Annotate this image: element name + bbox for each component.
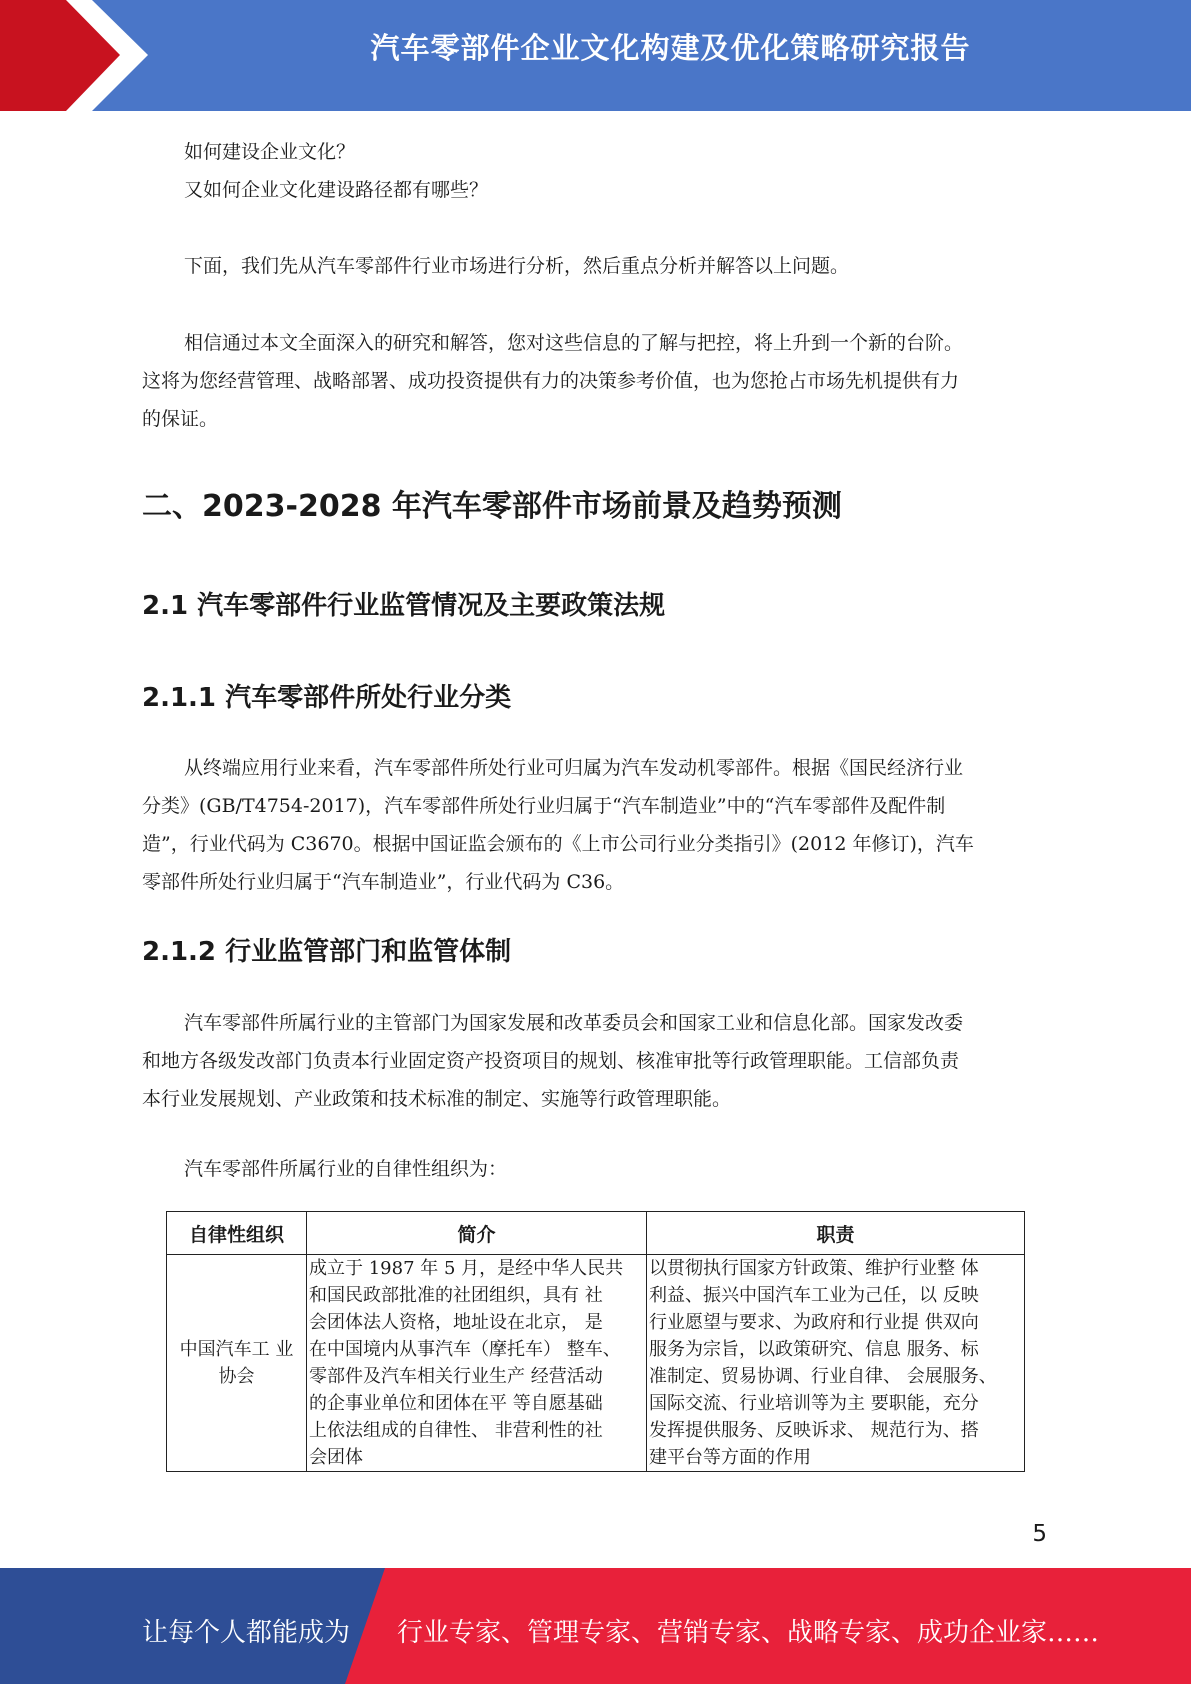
cell-line: 建平台等方面的作用 xyxy=(649,1447,811,1468)
section-2-1-2-paragraph xyxy=(142,1004,1046,1118)
intro-question-2: 又如何企业文化建设路径都有哪些？ xyxy=(184,179,489,201)
cell-line: 国际交流、行业培训等为主 要职能，充分 xyxy=(649,1393,979,1414)
table-header-org: 自律性组织 xyxy=(167,1212,307,1255)
paragraph-line: 和地方各级发改部门负责本行业固定资产投资项目的规划、核准审批等行政管理职能。工信部负责 xyxy=(142,1050,960,1072)
cell-line: 成立于 1987 年 5 月，是经中华人民共 xyxy=(309,1258,624,1279)
org-duty-cell xyxy=(647,1255,1025,1472)
section-2-heading: 二、2023-2028 年汽车零部件市场前景及趋势预测 xyxy=(142,489,842,524)
cell-line: 上依法组成的自律性、 非营利性的社 xyxy=(309,1420,603,1441)
cell-line: 服务为宗旨，以政策研究、信息 服务、标 xyxy=(649,1339,979,1360)
table-header-row xyxy=(167,1212,1025,1255)
cell-line: 会团体法人资格，地址设在北京， 是 xyxy=(309,1312,603,1333)
footer-slogan-left: 让每个人都能成为 xyxy=(142,1618,351,1648)
paragraph-line: 从终端应用行业来看，汽车零部件所处行业可归属为汽车发动机零部件。根据《国民经济行业 xyxy=(184,757,964,779)
section-2-1-2-heading: 2.1.2 行业监管部门和监管体制 xyxy=(142,937,512,967)
cell-line: 的企事业单位和团体在平 等自愿基础 xyxy=(309,1393,603,1414)
paragraph-line: 汽车零部件所属行业的主管部门为国家发展和改革委员会和国家工业和信息化部。国家发改委 xyxy=(184,1012,964,1034)
page-header xyxy=(0,0,1191,111)
org-name-cell xyxy=(167,1255,307,1472)
paragraph-line: 本行业发展规划、产业政策和技术标准的制定、实施等行政管理职能。 xyxy=(142,1088,732,1110)
table-header-duty: 职责 xyxy=(647,1212,1025,1255)
page-number: 5 xyxy=(1032,1521,1047,1547)
cell-line: 准制定、贸易协调、行业自律、 会展服务、 xyxy=(649,1366,997,1387)
section-2-1-1-heading: 2.1.1 汽车零部件所处行业分类 xyxy=(142,683,512,713)
cell-line: 利益、振兴中国汽车工业为己任，以 反映 xyxy=(649,1285,979,1306)
paragraph-line: 造”，行业代码为 C3670。根据中国证监会颁布的《上市公司行业分类指引》(2012 年修订)，汽车 xyxy=(142,833,974,855)
header-chevron-icon xyxy=(0,0,160,111)
intro-paragraph-2-line: 相信通过本文全面深入的研究和解答，您对这些信息的了解与把控，将上升到一个新的台阶。 xyxy=(184,332,964,354)
cell-line: 以贯彻执行国家方针政策、维护行业整 体 xyxy=(649,1258,979,1279)
cell-line: 发挥提供服务、反映诉求、 规范行为、搭 xyxy=(649,1420,979,1441)
intro-paragraph-2 xyxy=(142,324,1046,438)
org-intro-cell xyxy=(307,1255,647,1472)
cell-line: 零部件及汽车相关行业生产 经营活动 xyxy=(309,1366,603,1387)
intro-paragraph-1: 下面，我们先从汽车零部件行业市场进行分析，然后重点分析并解答以上问题。 xyxy=(184,255,850,277)
section-2-1-heading: 2.1 汽车零部件行业监管情况及主要政策法规 xyxy=(142,591,666,621)
cell-line: 和国民政部批准的社团组织，具有 社 xyxy=(309,1285,603,1306)
cell-line: 会团体 xyxy=(309,1447,363,1468)
paragraph-line: 零部件所处行业归属于“汽车制造业”，行业代码为 C36。 xyxy=(142,871,625,893)
section-2-1-1-paragraph xyxy=(142,749,1046,901)
header-title: 汽车零部件企业文化构建及优化策略研究报告 xyxy=(370,31,971,65)
cell-line: 行业愿望与要求、为政府和行业提 供双向 xyxy=(649,1312,979,1333)
intro-question-1: 如何建设企业文化？ xyxy=(184,141,356,163)
org-name-line: 中国汽车工 业 xyxy=(179,1339,294,1360)
table-row xyxy=(167,1255,1025,1472)
intro-paragraph-2-line: 的保证。 xyxy=(142,408,219,430)
paragraph-line: 分类》(GB/T4754-2017)，汽车零部件所处行业归属于“汽车制造业”中的“汽车零部件及配件制 xyxy=(142,795,946,817)
footer-slogan-right: 行业专家、管理专家、营销专家、战略专家、成功企业家…… xyxy=(397,1618,1100,1648)
table-intro: 汽车零部件所属行业的自律性组织为： xyxy=(184,1158,508,1180)
self-regulatory-org-table xyxy=(166,1211,1025,1472)
intro-paragraph-2-line: 这将为您经营管理、战略部署、成功投资提供有力的决策参考价值，也为您抢占市场先机提供有力 xyxy=(142,370,960,392)
table-header-intro: 简介 xyxy=(307,1212,647,1255)
cell-line: 在中国境内从事汽车（摩托车） 整车、 xyxy=(309,1339,621,1360)
org-name-line: 协会 xyxy=(218,1366,255,1387)
